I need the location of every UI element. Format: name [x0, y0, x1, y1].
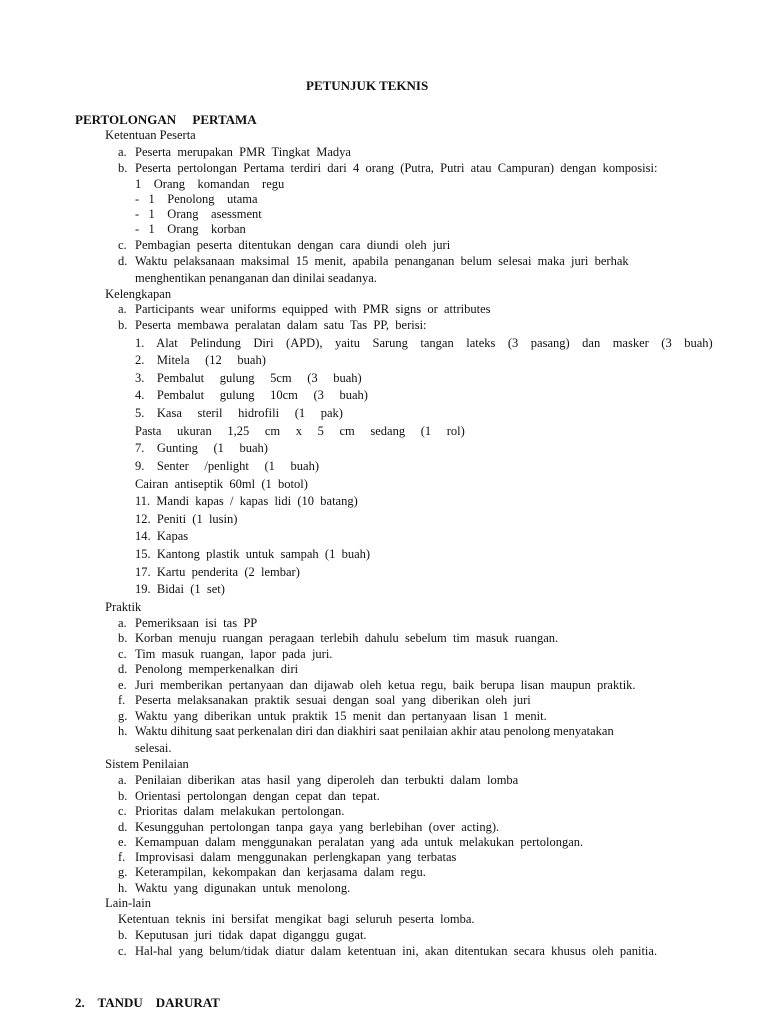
list-item: Improvisasi dalam menggunakan perlengkapan yang terbatas	[135, 850, 457, 864]
list-item: Orientasi pertolongan dengan cepat dan tepat.	[135, 789, 380, 803]
list-item-continuation: selesai.	[135, 741, 172, 755]
list-item: Ketentuan teknis ini bersifat mengikat bagi seluruh peserta lomba.	[118, 912, 475, 926]
list-marker: h.	[118, 881, 128, 895]
equipment-item: 19. Bidai (1 set)	[135, 582, 225, 596]
list-item: Pembagian peserta ditentukan dengan cara diundi oleh juri	[135, 238, 451, 252]
list-marker: a.	[118, 616, 127, 630]
list-marker: g.	[118, 709, 128, 723]
list-item: - 1 Orang asessment	[135, 207, 262, 221]
list-item: Hal-hal yang belum/tidak diatur dalam ketentuan ini, akan ditentukan secara khusus oleh panitia.	[135, 944, 658, 958]
list-marker: f.	[118, 693, 126, 707]
list-item: Peserta melaksanakan praktik sesuai dengan soal yang diberikan oleh juri	[135, 693, 531, 707]
document-title: PETUNJUK TEKNIS	[306, 78, 429, 93]
list-item: Kesungguhan pertolongan tanpa gaya yang berlebihan (over acting).	[135, 820, 500, 834]
list-marker: g.	[118, 865, 128, 879]
equipment-item: 2. Mitela (12 buah)	[135, 353, 266, 367]
equipment-item: 15. Kantong plastik untuk sampah (1 buah)	[135, 547, 371, 561]
list-marker: e.	[118, 678, 127, 692]
equipment-item: 14. Kapas	[135, 529, 189, 543]
list-marker: b.	[118, 928, 128, 942]
list-item: Waktu yang digunakan untuk menolong.	[135, 881, 351, 895]
list-item-continuation: menghentikan penanganan dan dinilai seadanya.	[135, 271, 377, 285]
list-item: Waktu yang diberikan untuk praktik 15 menit dan pertanyaan lisan 1 menit.	[135, 709, 547, 723]
list-item: Korban menuju ruangan peragaan terlebih dahulu sebelum tim masuk ruangan.	[135, 631, 559, 645]
list-marker: c.	[118, 238, 127, 252]
subsection-label: Kelengkapan	[102, 287, 172, 301]
equipment-item: 1. Alat Pelindung Diri (APD), yaitu Sarung tangan lateks (3 pasang) dan masker (3 buah)	[135, 336, 713, 350]
equipment-item: 9. Senter /penlight (1 buah)	[135, 459, 319, 473]
subsection-label: Sistem Penilaian	[102, 757, 189, 771]
list-marker: h.	[118, 724, 128, 738]
list-marker: a.	[118, 773, 127, 787]
list-marker: d.	[118, 820, 128, 834]
list-item: Prioritas dalam melakukan pertolongan.	[135, 804, 345, 818]
list-item: Waktu dihitung saat perkenalan diri dan diakhiri saat penilaian akhir atau penolong menyatakan	[135, 724, 614, 738]
equipment-item: 4. Pembalut gulung 10cm (3 buah)	[135, 388, 368, 402]
list-marker: c.	[118, 944, 127, 958]
list-item: Penilaian diberikan atas hasil yang diperoleh dan terbukti dalam lomba	[135, 773, 519, 787]
list-marker: b.	[118, 161, 128, 175]
equipment-item: 11. Mandi kapas / kapas lidi (10 batang)	[135, 494, 358, 508]
list-item: Keputusan juri tidak dapat diganggu gugat.	[135, 928, 367, 942]
list-marker: e.	[118, 835, 127, 849]
list-marker: c.	[118, 804, 127, 818]
list-item: Peserta membawa peralatan dalam satu Tas PP, berisi:	[135, 318, 427, 332]
list-marker: f.	[118, 850, 126, 864]
list-item: Tim masuk ruangan, lapor pada juri.	[135, 647, 333, 661]
list-item: - 1 Penolong utama	[135, 192, 258, 206]
list-marker: a.	[118, 145, 127, 159]
list-marker: d.	[118, 662, 128, 676]
list-item: Peserta merupakan PMR Tingkat Madya	[135, 145, 351, 159]
list-marker: b.	[118, 631, 128, 645]
equipment-item: Pasta ukuran 1,25 cm x 5 cm sedang (1 rol)	[135, 424, 465, 438]
list-item: 1 Orang komandan regu	[135, 177, 285, 191]
list-item: Penolong memperkenalkan diri	[135, 662, 299, 676]
list-item: Peserta pertolongan Pertama terdiri dari 4 orang (Putra, Putri atau Campuran) dengan komposisi:	[135, 161, 658, 175]
equipment-item: 3. Pembalut gulung 5cm (3 buah)	[135, 371, 362, 385]
list-item: Waktu pelaksanaan maksimal 15 menit, apabila penanganan belum selesai maka juri berhak	[135, 254, 629, 268]
section-heading: PERTOLONGAN PERTAMA	[75, 112, 257, 127]
equipment-item: 5. Kasa steril hidrofili (1 pak)	[135, 406, 343, 420]
subsection-label: Praktik	[102, 600, 142, 614]
equipment-item: Cairan antiseptik 60ml (1 botol)	[135, 477, 308, 491]
equipment-item: 7. Gunting (1 buah)	[135, 441, 268, 455]
equipment-item: 17. Kartu penderita (2 lembar)	[135, 565, 300, 579]
subsection-label: Ketentuan Peserta	[102, 128, 196, 142]
list-marker: d.	[118, 254, 128, 268]
equipment-item: 12. Peniti (1 lusin)	[135, 512, 238, 526]
list-item: - 1 Orang korban	[135, 222, 246, 236]
list-item: Juri memberikan pertanyaan dan dijawab oleh ketua regu, baik berupa lisan maupun praktik.	[135, 678, 636, 692]
section-heading: 2. TANDU DARURAT	[75, 995, 220, 1010]
list-item: Kemampuan dalam menggunakan peralatan yang ada untuk melakukan pertolongan.	[135, 835, 584, 849]
subsection-label: Lain-lain	[102, 896, 151, 910]
list-item: Pemeriksaan isi tas PP	[135, 616, 258, 630]
list-marker: c.	[118, 647, 127, 661]
list-marker: b.	[118, 789, 128, 803]
list-item: Keterampilan, kekompakan dan kerjasama dalam regu.	[135, 865, 426, 879]
list-marker: b.	[118, 318, 128, 332]
list-item: Participants wear uniforms equipped with PMR signs or attributes	[135, 302, 491, 316]
list-marker: a.	[118, 302, 127, 316]
